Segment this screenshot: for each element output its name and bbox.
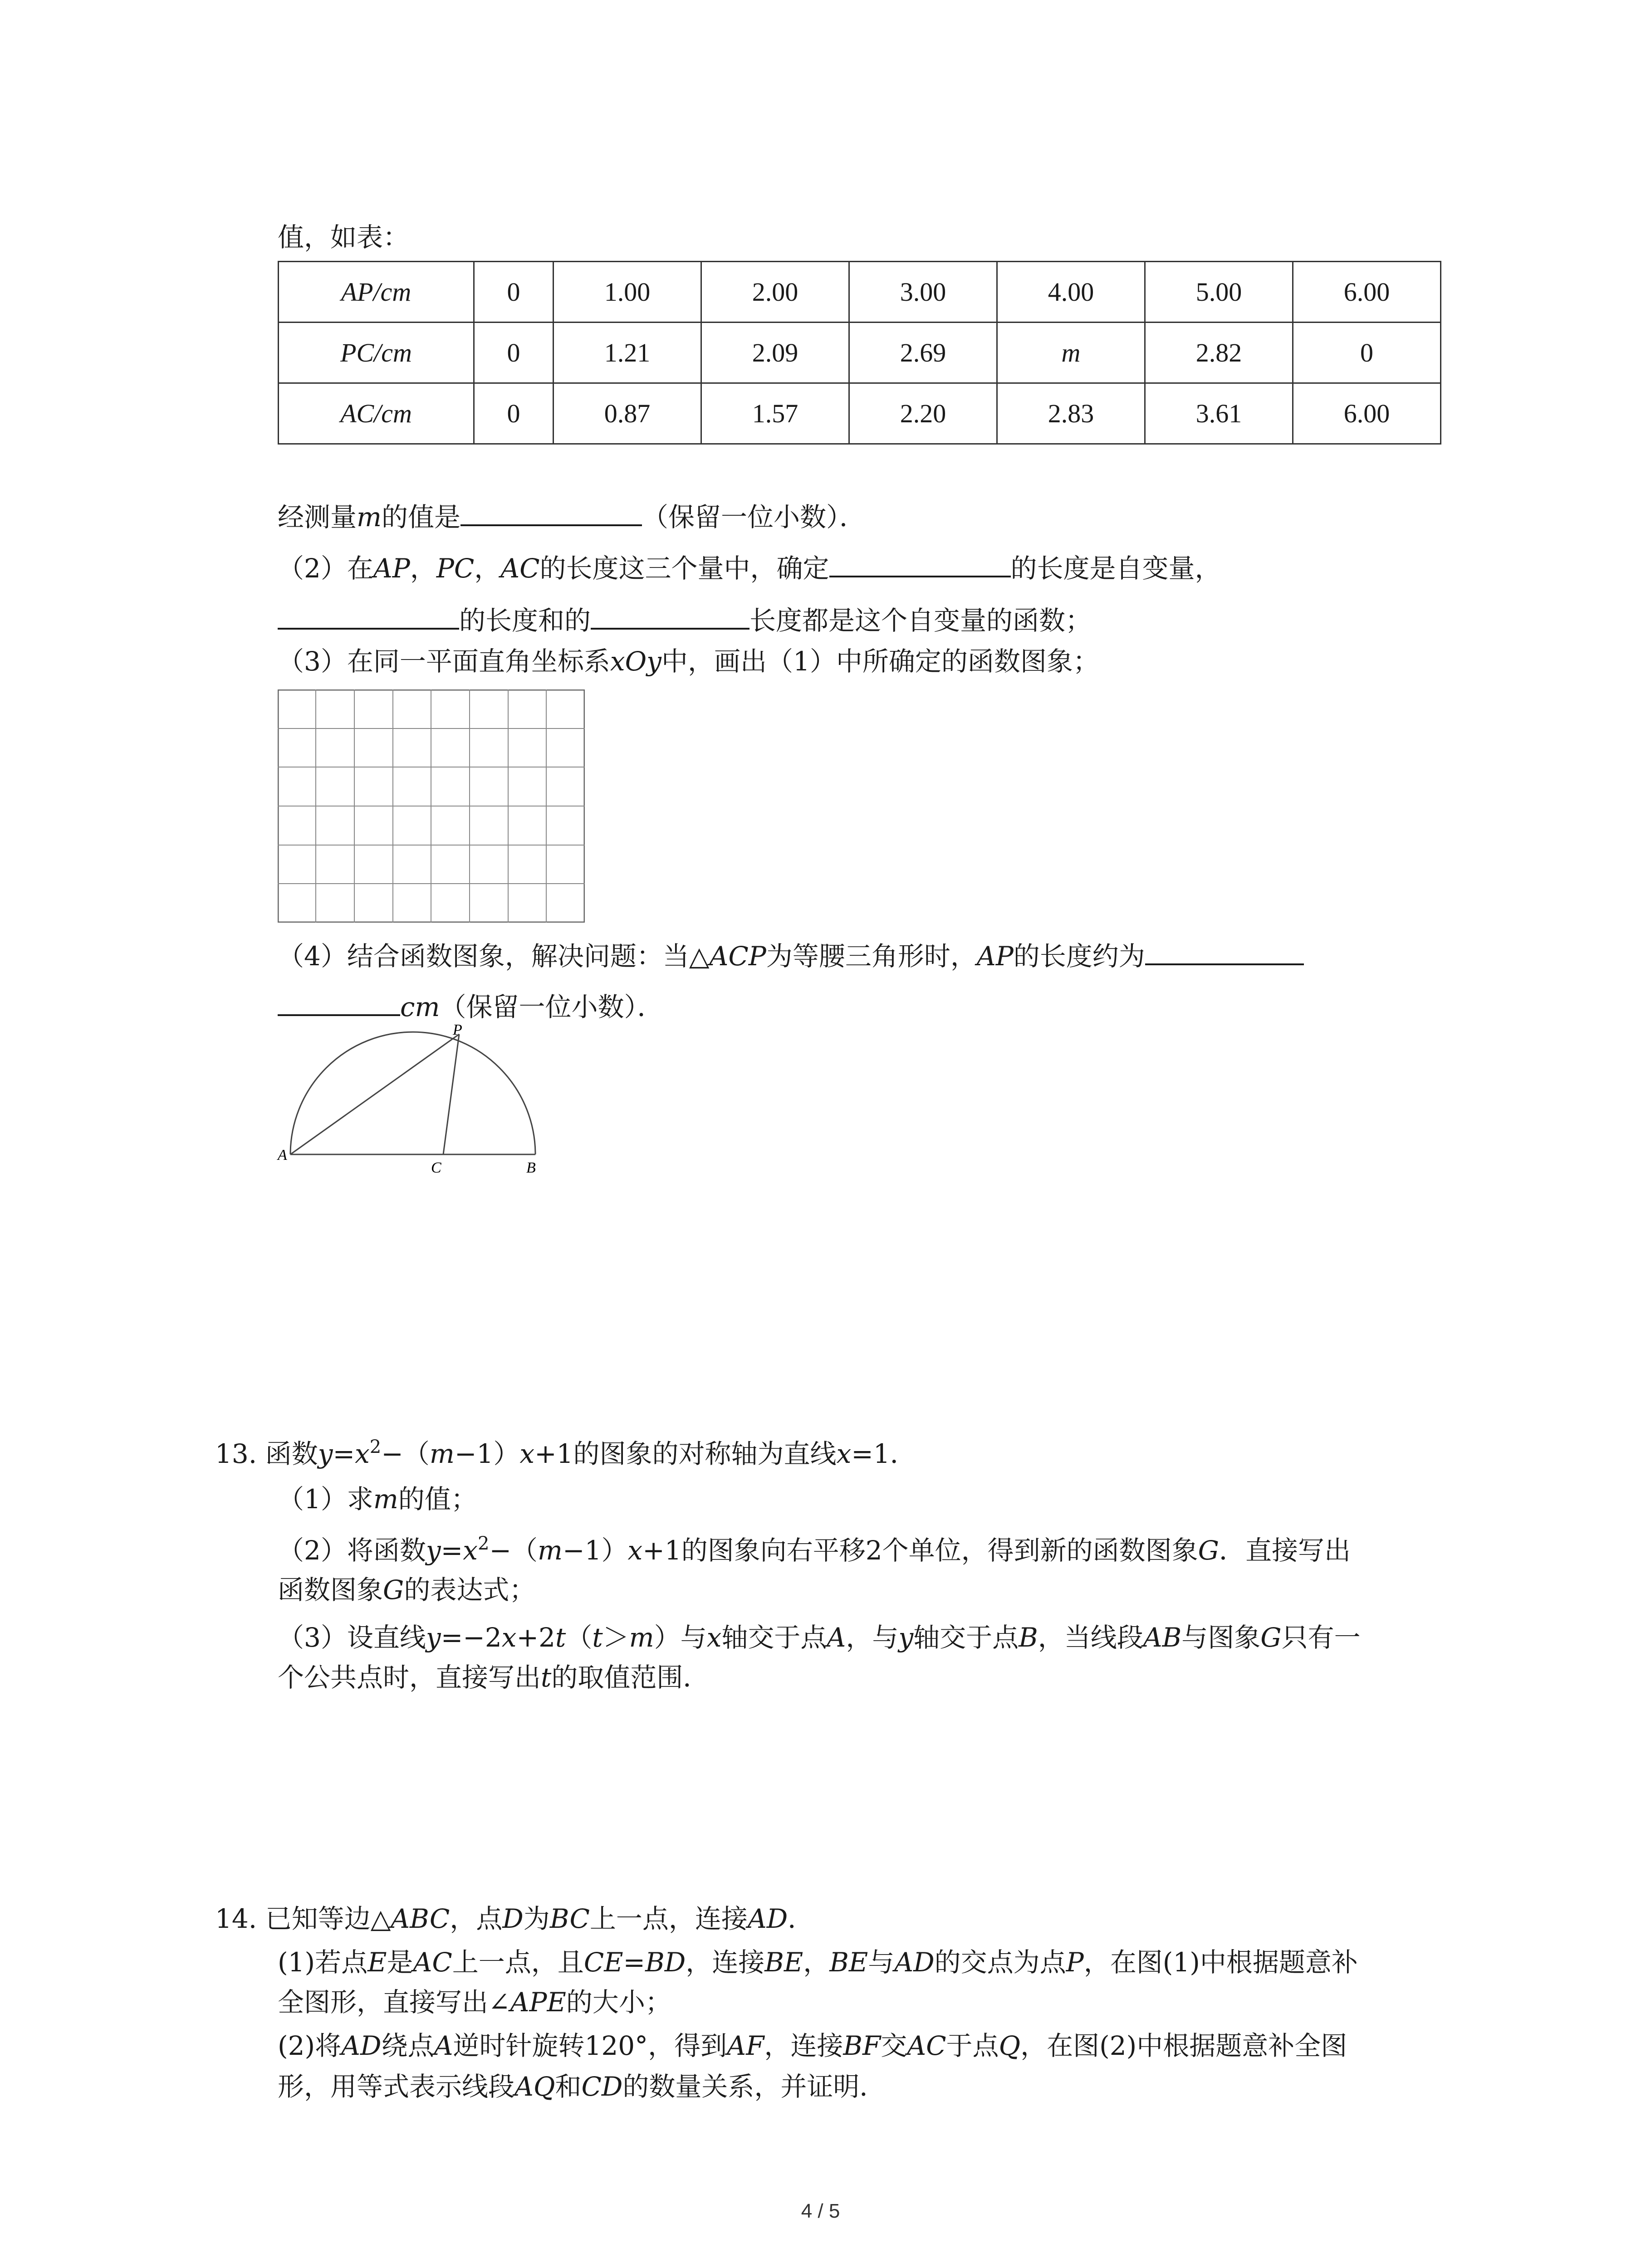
q12-part3 <box>278 643 1099 679</box>
text: 的值是 <box>382 502 461 533</box>
table-row <box>279 323 1441 383</box>
text: 的表达式； <box>404 1574 536 1605</box>
var: y <box>426 1622 441 1653</box>
table-cell: 3.00 <box>849 262 997 323</box>
text: 与 <box>868 1947 895 1978</box>
q14-part2-line2 <box>278 2068 886 2105</box>
row-label: PC/cm <box>279 323 474 383</box>
text: ，点 <box>450 1903 503 1934</box>
text: +1的图象的对称轴为直线 <box>534 1438 837 1469</box>
text: 的数量关系，并证明． <box>622 2071 886 2102</box>
math: +2 <box>516 1622 556 1653</box>
var: G <box>1260 1622 1282 1653</box>
var: BF <box>843 2030 881 2061</box>
math: y=x <box>426 1535 478 1566</box>
table-cell: 2.69 <box>849 323 997 383</box>
table-cell: 1.57 <box>701 383 849 444</box>
q14-part1-line2 <box>278 1984 671 2020</box>
math: y=x <box>318 1438 370 1469</box>
text: 的取值范围． <box>551 1662 710 1693</box>
table-cell: 4.00 <box>997 262 1145 323</box>
var: B <box>1019 1622 1038 1653</box>
text: 绕点 <box>381 2030 434 2061</box>
var: A <box>827 1622 846 1653</box>
text: ， <box>474 553 501 584</box>
q13-part3-line1 <box>278 1619 1361 1656</box>
label-a: A <box>278 1147 287 1163</box>
text: 为 <box>523 1903 550 1934</box>
var: CD <box>581 2071 623 2102</box>
text: 的值； <box>398 1484 477 1515</box>
var: m <box>373 1484 398 1515</box>
var: D <box>502 1903 524 1934</box>
table-row <box>279 262 1441 323</box>
unit: cm <box>400 992 440 1022</box>
var: AD <box>894 1947 935 1978</box>
var: ABC <box>391 1903 450 1934</box>
table-cell: 0 <box>1293 323 1441 383</box>
text: +1的图象向右平移2个单位，得到新的函数图象 <box>642 1535 1198 1566</box>
text: 个公共点时，直接写出 <box>278 1662 541 1693</box>
text: 上一点，连接 <box>589 1903 748 1934</box>
text: 的大小； <box>566 1987 671 2018</box>
text: ，在图(1)中根据题意补 <box>1083 1947 1358 1978</box>
q14-part1-line1 <box>278 1944 1358 1980</box>
table-cell: 2.20 <box>849 383 997 444</box>
answer-blank[interactable] <box>829 552 1011 577</box>
text: 的长度是自变量， <box>1010 553 1221 584</box>
table-cell: 2.83 <box>997 383 1145 444</box>
answer-blank[interactable] <box>1145 940 1304 965</box>
text: 形，用等式表示线段 <box>278 2071 515 2102</box>
table-cell: 0.87 <box>554 383 701 444</box>
label-b: B <box>526 1159 536 1176</box>
var: t <box>592 1622 603 1653</box>
table-cell: m <box>997 323 1145 383</box>
answer-blank[interactable] <box>591 604 749 630</box>
text: ， <box>410 553 436 584</box>
var: t <box>541 1662 552 1693</box>
text: 逆时针旋转120°，得到 <box>453 2030 727 2061</box>
var: m <box>538 1535 563 1566</box>
text: 上一点，且 <box>452 1947 584 1978</box>
text: 为等腰三角形时， <box>766 941 977 972</box>
table-cell: 6.00 <box>1293 383 1441 444</box>
text: 经测量 <box>278 502 357 533</box>
text: 的长度这三个量中，确定 <box>539 553 829 584</box>
text: ，与 <box>846 1622 899 1653</box>
var: BE <box>829 1947 868 1978</box>
text: (1)若点 <box>278 1947 368 1978</box>
q13-stem <box>215 1436 916 1472</box>
table-cell: 0 <box>474 262 554 323</box>
math: −1） <box>563 1535 628 1566</box>
text: ，在图(2)中根据题意补全图 <box>1020 2030 1347 2061</box>
var: AP <box>976 941 1014 972</box>
table-cell: 2.82 <box>1145 323 1293 383</box>
row-label: AP/cm <box>279 262 474 323</box>
table-cell: 2.09 <box>701 323 849 383</box>
text: 交 <box>881 2030 907 2061</box>
measure-line <box>278 499 866 535</box>
text: 的交点为点 <box>934 1947 1066 1978</box>
math: = <box>623 1947 646 1978</box>
var: BE <box>764 1947 803 1978</box>
question-number: 13. <box>215 1438 257 1469</box>
text: 中，画出（1）中所确定的函数图象； <box>661 646 1099 677</box>
q13-part1 <box>278 1481 477 1517</box>
text: =1． <box>851 1438 916 1469</box>
text: （ <box>566 1622 593 1653</box>
q12-part2-line1 <box>278 550 1221 587</box>
var: PC <box>436 553 475 584</box>
var: AC <box>500 553 540 584</box>
var: G <box>383 1574 404 1605</box>
q13-part2-line2 <box>278 1572 535 1608</box>
var: xOy <box>610 646 661 677</box>
text: 函数图象 <box>278 1574 383 1605</box>
table-cell: 0 <box>474 383 554 444</box>
var-m: m <box>357 502 382 533</box>
text: 函数 <box>265 1438 318 1469</box>
segment-ap <box>290 1034 459 1154</box>
table-cell: 1.00 <box>554 262 701 323</box>
semicircle-figure <box>272 1023 554 1182</box>
text: 的长度和的 <box>459 605 591 636</box>
text: （3）在同一平面直角坐标系 <box>278 646 610 677</box>
q14-stem <box>215 1901 814 1937</box>
var: AP <box>373 553 410 584</box>
var: x <box>836 1438 852 1469</box>
q12-part2-line2 <box>278 602 1092 639</box>
var: APE <box>510 1987 566 2018</box>
table-cell: 6.00 <box>1293 262 1441 323</box>
answer-blank[interactable] <box>278 991 400 1016</box>
text: ，连接 <box>764 2030 843 2061</box>
text: 是 <box>387 1947 413 1978</box>
blank-coordinate-grid[interactable] <box>278 689 585 923</box>
var: m <box>629 1622 654 1653</box>
text: 于点 <box>946 2030 999 2061</box>
var: E <box>367 1947 387 1978</box>
var: AD <box>747 1903 788 1934</box>
text: （2）在 <box>278 553 373 584</box>
q14-part2-line1 <box>278 2028 1347 2064</box>
text: (2)将 <box>278 2030 342 2061</box>
answer-blank[interactable] <box>460 501 642 526</box>
text: 长度都是这个自变量的函数； <box>749 605 1092 636</box>
var: y <box>898 1622 914 1653</box>
exponent: 2 <box>477 1533 490 1554</box>
math: −（ <box>489 1535 538 1566</box>
var: G <box>1198 1535 1220 1566</box>
text: （1）求 <box>278 1484 373 1515</box>
var: m <box>429 1438 455 1469</box>
text: 的长度约为 <box>1013 941 1145 972</box>
table-cell: 0 <box>474 323 554 383</box>
text: 轴交于点 <box>721 1622 827 1653</box>
q12-part4-line1 <box>278 938 1304 974</box>
exponent: 2 <box>369 1437 382 1457</box>
label-p: P <box>453 1023 462 1038</box>
table-row <box>279 383 1441 444</box>
var: t <box>555 1622 566 1653</box>
var: x <box>519 1438 535 1469</box>
text: ，连接 <box>686 1947 765 1978</box>
var: P <box>1066 1947 1084 1978</box>
var: AB <box>1143 1622 1182 1653</box>
text: 和 <box>555 2071 582 2102</box>
table-cell: 1.21 <box>554 323 701 383</box>
q13-part2-line1 <box>278 1532 1351 1569</box>
var: AC <box>413 1947 452 1978</box>
q12-part4-line2 <box>278 989 664 1025</box>
text: ． <box>788 1903 814 1934</box>
text: （2）将函数 <box>278 1535 426 1566</box>
text: ．直接写出 <box>1219 1535 1351 1566</box>
text: ， <box>803 1947 830 1978</box>
var: x <box>501 1622 517 1653</box>
var: AC <box>907 2030 946 2061</box>
var: ACP <box>709 941 766 972</box>
page-number: 4 / 5 <box>801 2200 840 2222</box>
table-cell: 5.00 <box>1145 262 1293 323</box>
table-cell: 2.00 <box>701 262 849 323</box>
var: AQ <box>514 2071 555 2102</box>
measurement-table <box>278 261 1441 445</box>
var: AF <box>727 2030 764 2061</box>
text: 全图形，直接写出∠ <box>278 1987 510 2018</box>
table-cell: 3.61 <box>1145 383 1293 444</box>
var: A <box>434 2030 453 2061</box>
answer-blank[interactable] <box>278 604 459 630</box>
var: BC <box>549 1903 590 1934</box>
var: BD <box>645 1947 686 1978</box>
semicircle-arc <box>290 1032 535 1154</box>
row-label: AC/cm <box>279 383 474 444</box>
intro-text: 值，如表： <box>278 222 410 253</box>
text: ）与 <box>654 1622 707 1653</box>
text: （保留一位小数）． <box>440 992 664 1022</box>
label-c: C <box>431 1159 441 1176</box>
text: （4）结合函数图象，解决问题：当△ <box>278 941 710 972</box>
text: 轴交于点 <box>913 1622 1019 1653</box>
text: 已知等边△ <box>265 1903 391 1934</box>
segment-pc <box>443 1034 459 1154</box>
text: （保留一位小数）． <box>642 502 866 533</box>
var: AD <box>341 2030 382 2061</box>
var: Q <box>999 2030 1021 2061</box>
math: −1） <box>454 1438 520 1469</box>
math: ＞ <box>603 1622 629 1653</box>
text: 与图象 <box>1181 1622 1261 1653</box>
q13-part3-line2 <box>278 1659 709 1696</box>
text: ，当线段 <box>1038 1622 1143 1653</box>
var: x <box>627 1535 643 1566</box>
text: 只有一 <box>1281 1622 1361 1653</box>
text: （3）设直线 <box>278 1622 426 1653</box>
math: −（ <box>381 1438 430 1469</box>
var: x <box>706 1622 722 1653</box>
math: =−2 <box>441 1622 502 1653</box>
var: CE <box>583 1947 623 1978</box>
question-number: 14. <box>215 1903 257 1934</box>
